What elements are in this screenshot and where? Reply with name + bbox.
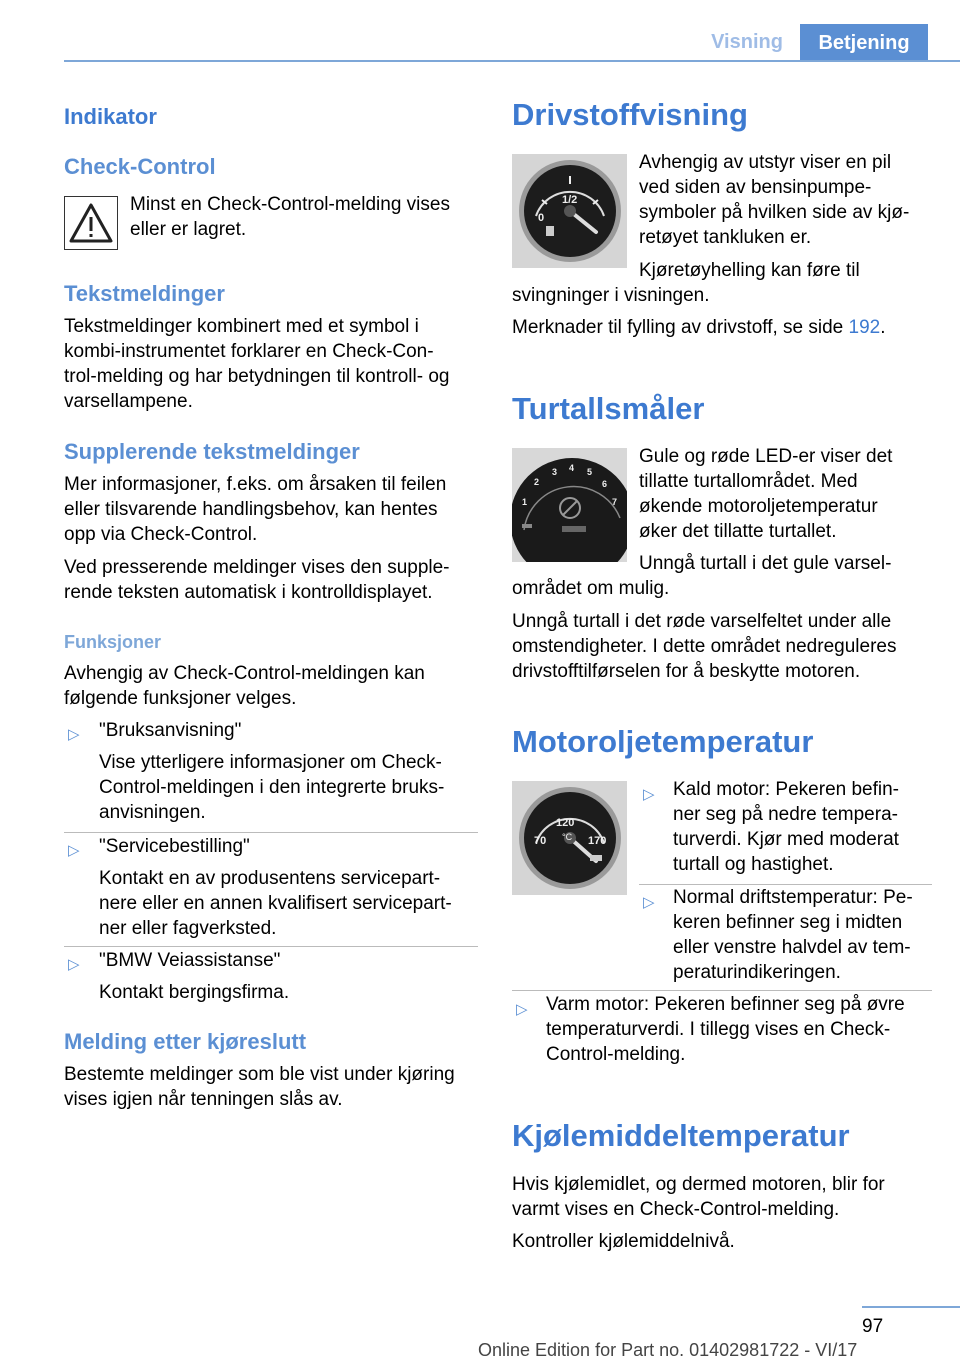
bullet-title: "BMW Veiassistanse" <box>99 950 281 971</box>
bullet-divider <box>512 990 932 991</box>
bullet-triangle-icon: ▷ <box>643 894 655 911</box>
oil-70-label: 70 <box>534 835 547 847</box>
bullet-triangle-icon: ▷ <box>68 726 80 743</box>
heading-check-control: Check-Control <box>64 154 216 179</box>
heading-drivstoffvisning: Drivstoffvisning <box>512 97 748 132</box>
motor-bullet-line: eller venstre halvdel av tem- <box>673 937 911 958</box>
tekst-line: Tekstmeldinger kombinert med et symbol i <box>64 316 419 337</box>
heading-melding: Melding etter kjøreslutt <box>64 1029 307 1054</box>
bullet-line: Kontakt bergingsfirma. <box>99 982 290 1003</box>
tekst-line: varsellampene. <box>64 391 193 412</box>
suppl-line: Ved presserende meldinger vises den supple- <box>64 557 450 578</box>
motor-bullet-line: Varm motor: Pekeren befinner seg på øvre <box>546 994 905 1015</box>
drivstoff-line: symboler på hvilken side av kjø- <box>639 202 910 223</box>
fuel-half-label: 1/2 <box>562 194 578 206</box>
heading-supplerende: Supplerende tekstmeldinger <box>64 439 360 464</box>
tacho-number: 7 <box>612 497 618 507</box>
heading-funksjoner: Funksjoner <box>64 632 162 652</box>
bullet-triangle-icon: ▷ <box>68 956 80 973</box>
page-link-192[interactable]: 192 <box>848 317 881 338</box>
tacho-number: 5 <box>587 467 593 477</box>
bullet-line: ner eller fagverksted. <box>99 918 277 939</box>
motor-bullet-line: turverdi. Kjør med moderat <box>673 829 899 850</box>
tab-visning[interactable]: Visning <box>711 31 783 53</box>
heading-turtallsmaler: Turtallsmåler <box>512 391 705 426</box>
bullet-triangle-icon: ▷ <box>68 842 80 859</box>
oil-120-label: 120 <box>556 817 575 829</box>
page-header <box>64 0 960 62</box>
bullet-divider <box>64 946 478 947</box>
turtall-line: øker det tillatte turtallet. <box>639 521 837 542</box>
check-control-text-1: Minst en Check-Control-melding vises <box>130 194 450 215</box>
suppl-line: Mer informasjoner, f.eks. om årsaken til feilen <box>64 474 447 495</box>
motor-bullet-line: turtall og hastighet. <box>673 854 834 875</box>
turtall-line: tillatte turtallområdet. Med <box>639 471 858 492</box>
heading-kjolemiddeltemperatur: Kjølemiddeltemperatur <box>512 1118 850 1153</box>
melding-line: vises igjen når tenningen slås av. <box>64 1089 343 1110</box>
turtall-line: økende motoroljetemperatur <box>639 496 878 517</box>
turtall-line: Gule og røde LED-er viser det <box>639 446 893 467</box>
fuel-zero-label: 0 <box>538 212 545 224</box>
bullet-divider <box>64 832 478 833</box>
oil-temp-gauge-image <box>512 781 627 895</box>
melding-line: Bestemte meldinger som ble vist under kjøring <box>64 1064 455 1085</box>
page-number: 97 <box>862 1316 884 1337</box>
funksjoner-line: følgende funksjoner velges. <box>64 688 297 709</box>
bullet-line: Kontakt en av produsentens servicepart- <box>99 868 441 889</box>
tacho-number: 1 <box>522 497 528 507</box>
drivstoff-line: ved siden av bensinpumpe- <box>639 177 872 198</box>
turtall-line: drivstofftilførselen for å beskytte motoren. <box>512 661 861 682</box>
bullet-triangle-icon: ▷ <box>643 786 655 803</box>
bullet-line: Control-meldingen i den integrerte bruks- <box>99 777 445 798</box>
oil-170-label: 170 <box>588 835 607 847</box>
tacho-number: 3 <box>552 467 558 477</box>
tacho-number: 6 <box>602 479 608 489</box>
turtall-line: omstendigheter. I dette området nedreguleres <box>512 636 897 657</box>
motor-bullet-line: Kald motor: Pekeren befin- <box>673 779 900 800</box>
check-control-text-2: eller er lagret. <box>130 219 247 240</box>
tekst-line: trol-melding og har betydningen til kontroll- og <box>64 366 450 387</box>
tachometer-image <box>512 448 627 562</box>
merknader-suffix: . <box>880 317 886 338</box>
turtall-line: Unngå turtall i det røde varselfeltet under alle <box>512 611 892 632</box>
funksjoner-line: Avhengig av Check-Control-meldingen kan <box>64 663 425 684</box>
suppl-line: rende teksten automatisk i kontrolldisplayet. <box>64 582 433 603</box>
heading-tekstmeldinger: Tekstmeldinger <box>64 281 225 306</box>
tekst-line: kombi-instrumentet forklarer en Check-Con- <box>64 341 434 362</box>
merknader-line <box>512 315 886 340</box>
bullet-line: Vise ytterligere informasjoner om Check- <box>99 752 442 773</box>
motor-bullet-line: ner seg på nedre tempera- <box>673 804 898 825</box>
motor-bullet-line: keren befinner seg i midten <box>673 912 903 933</box>
drivstoff-line: svingninger i visningen. <box>512 285 710 306</box>
motor-bullet-line: peraturindikeringen. <box>673 962 841 983</box>
warning-symbol-box <box>64 196 118 250</box>
bullet-title: "Bruksanvisning" <box>99 720 242 741</box>
drivstoff-line: Kjøretøyhelling kan føre til <box>639 260 860 281</box>
oil-unit-label: °C <box>562 832 573 842</box>
turtall-line: Unngå turtall i det gule varsel- <box>639 553 892 574</box>
edition-footer: Online Edition for Part no. 01402981722 - VI/17 <box>478 1340 858 1360</box>
bullet-line: nere eller en annen kvalifisert servicepart- <box>99 893 452 914</box>
bullet-title: "Servicebestilling" <box>99 836 250 857</box>
tab-betjening[interactable]: Betjening <box>800 24 928 62</box>
turtall-line: området om mulig. <box>512 578 670 599</box>
heading-motoroljetemperatur: Motoroljetemperatur <box>512 724 814 759</box>
motor-bullet-line: temperaturverdi. I tillegg vises en Check- <box>546 1019 891 1040</box>
suppl-line: eller tilsvarende handlingsbehov, kan hentes <box>64 499 438 520</box>
tacho-number: 2 <box>534 477 540 487</box>
warning-triangle-icon <box>65 197 117 249</box>
kjole-line: varmt vises en Check-Control-melding. <box>512 1199 840 1220</box>
bullet-line: anvisningen. <box>99 802 206 823</box>
tacho-number: 4 <box>569 463 575 473</box>
merknader-text: Merknader til fylling av drivstoff, se side <box>512 317 849 338</box>
kjole-line: Kontroller kjølemiddelnivå. <box>512 1231 735 1252</box>
motor-bullet-line: Control-melding. <box>546 1044 686 1065</box>
drivstoff-line: retøyet tankluken er. <box>639 227 812 248</box>
kjole-line: Hvis kjølemidlet, og dermed motoren, blir for <box>512 1174 885 1195</box>
section-indikator: Indikator <box>64 104 157 129</box>
fuel-gauge-image <box>512 154 627 268</box>
bullet-triangle-icon: ▷ <box>516 1001 528 1018</box>
header-rule <box>64 60 960 62</box>
suppl-line: opp via Check-Control. <box>64 524 258 545</box>
motor-bullet-line: Normal driftstemperatur: Pe- <box>673 887 913 908</box>
footer-rule <box>862 1306 960 1308</box>
drivstoff-line: Avhengig av utstyr viser en pil <box>639 152 892 173</box>
